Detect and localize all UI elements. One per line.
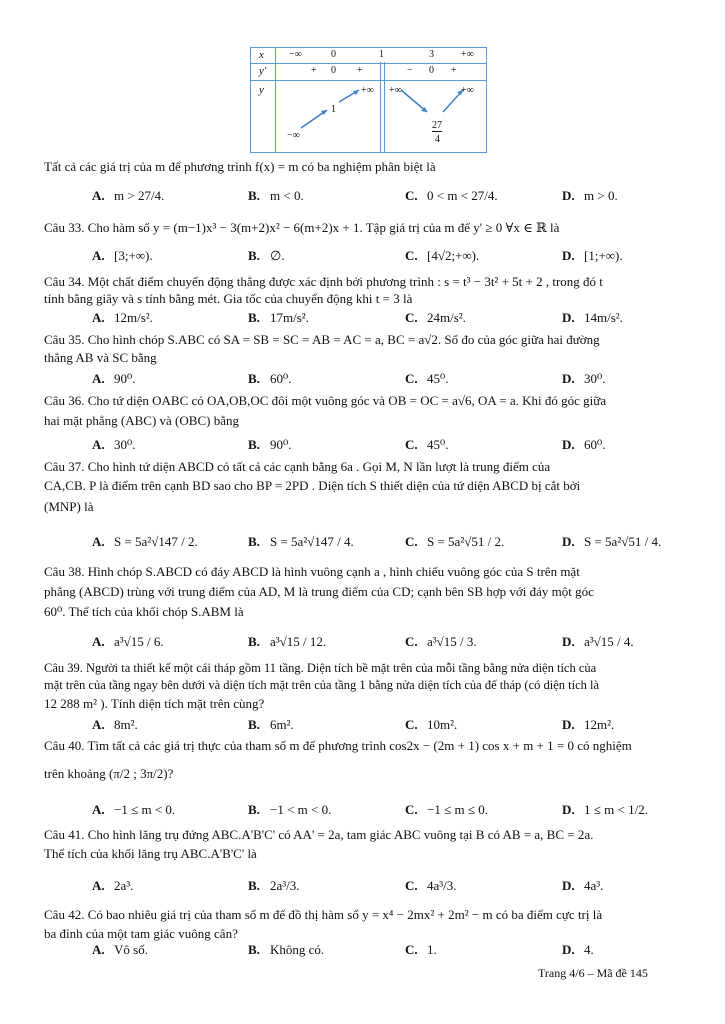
q39-option-b: B. 6m². <box>248 717 294 732</box>
question-40-stem-2: trên khoảng (π/2 ; 3π/2)? <box>44 766 174 781</box>
q38-option-b: B. a³√15 / 12. <box>248 634 327 649</box>
q33-option-d: D. [1;+∞). <box>562 248 623 263</box>
q34-option-a: A. 12m/s². <box>92 310 153 325</box>
q37-option-a: A. S = 5a²√147 / 2. <box>92 534 198 549</box>
q36-option-c: C. 45⁰. <box>405 437 449 452</box>
q37-option-d: D. S = 5a²√51 / 4. <box>562 534 662 549</box>
q35-option-a: A. 90⁰. <box>92 371 136 386</box>
q39-option-c: C. 10m². <box>405 717 458 732</box>
q34-option-d: D. 14m/s². <box>562 310 623 325</box>
q33-option-a: A. [3;+∞). <box>92 248 153 263</box>
question-35-stem-2: thẳng AB và SC bằng <box>44 350 157 365</box>
question-38-stem-2: phẳng (ABCD) trùng với trung điểm của AD, M là trung điểm của CD; cạnh bên SB hợp với đáy một góc <box>44 584 594 599</box>
question-37-stem-1: Câu 37. Cho hình tứ diện ABCD có tất cả các cạnh bằng 6a . Gọi M, N lần lượt là trung điểm của <box>44 459 551 474</box>
table-row-yprime: y' + 0 + − 0 + <box>251 63 486 81</box>
question-41-stem-2: Thể tích của khối lăng trụ ABC.A'B'C' là <box>44 846 257 861</box>
q41-option-b: B. 2a³/3. <box>248 878 300 893</box>
question-41-stem-1: Câu 41. Cho hình lăng trụ đứng ABC.A'B'C' có AA' = 2a, tam giác ABC vuông tại B có AB = a, BC = 2a. <box>44 827 594 842</box>
y-value-pos-inf-end: +∞ <box>461 85 474 96</box>
y-value-4: 4 <box>435 134 440 145</box>
q38-option-d: D. a³√15 / 4. <box>562 634 634 649</box>
q36-option-d: D. 60⁰. <box>562 437 606 452</box>
variation-table <box>250 47 487 153</box>
arrow-down <box>401 90 427 112</box>
q40-option-d: D. 1 ≤ m < 1/2. <box>562 802 648 817</box>
q36-option-b: B. 90⁰. <box>248 437 292 452</box>
question-36-stem-2: hai mặt phẳng (ABC) và (OBC) bằng <box>44 413 239 428</box>
q42-option-c: C. 1. <box>405 942 437 957</box>
y-value-pos-inf-right: +∞ <box>389 85 402 96</box>
q39-option-d: D. 12m². <box>562 717 615 732</box>
question-39-stem-1: Câu 39. Người ta thiết kế một cái tháp gồm 11 tầng. Diện tích bề mặt trên của mỗi tầng bằng nửa diện tích của <box>44 661 597 675</box>
q40-option-c: C. −1 ≤ m ≤ 0. <box>405 802 488 817</box>
question-40-stem-1: Câu 40. Tìm tất cả các giá trị thực của tham số m để phương trình cos2x − (2m + 1) cos x + m + 1 = 0 có nghiệm <box>44 738 632 753</box>
question-34-stem-1: Câu 34. Một chất điểm chuyển động thẳng được xác định bởi phương trình : s = t³ − 3t² + 5t + 2 , trong đó t <box>44 274 603 289</box>
q35-option-d: D. 30⁰. <box>562 371 606 386</box>
question-38-stem-3: 60⁰. Thể tích của khối chóp S.ABM là <box>44 604 244 619</box>
q41-option-a: A. 2a³. <box>92 878 134 893</box>
question-34-stem-2: tính bằng giây và s tính bằng mét. Gia tốc của chuyển động khi t = 3 là <box>44 291 413 306</box>
question-32-stem: Tất cả các giá trị của m để phương trình f(x) = m có ba nghiệm phân biệt là <box>44 159 436 174</box>
q40-option-a: A. −1 ≤ m < 0. <box>92 802 176 817</box>
q33-option-b: B. ∅. <box>248 248 285 263</box>
question-39-stem-3: 12 288 m² ). Tính diện tích mặt trên cùng? <box>44 696 265 711</box>
q38-option-a: A. a³√15 / 6. <box>92 634 164 649</box>
table-row-x: x −∞ 0 1 3 +∞ <box>251 48 486 64</box>
table-row-y-label: y <box>259 84 264 96</box>
q33-option-c: C. [4√2;+∞). <box>405 248 480 263</box>
y-value-1: 1 <box>331 104 336 115</box>
q42-option-b: B. Không có. <box>248 942 325 957</box>
question-37-stem-3: (MNP) là <box>44 499 94 514</box>
q32-option-c: C. 0 < m < 27/4. <box>405 188 498 203</box>
y-value-27: 27 <box>432 120 442 131</box>
q41-option-d: D. 4a³. <box>562 878 604 893</box>
question-42-stem-2: ba đỉnh của một tam giác vuông cân? <box>44 926 238 941</box>
q42-option-a: A. Vô số. <box>92 942 148 957</box>
y-value-pos-inf-left: +∞ <box>361 85 374 96</box>
q40-option-b: B. −1 < m < 0. <box>248 802 332 817</box>
question-39-stem-2: mặt trên của tầng ngay bên dưới và diện tích mặt trên của tầng 1 bằng nửa diện tích của đế tháp (có diện tích là <box>44 678 600 692</box>
page-footer: Trang 4/6 – Mã đề 145 <box>538 966 648 980</box>
question-36-stem-1: Câu 36. Cho tứ diện OABC có OA,OB,OC đôi một vuông góc và OB = OC = a√6, OA = a. Khi đó góc giữa <box>44 393 607 408</box>
question-33-stem: Câu 33. Cho hàm số y = (m−1)x³ − 3(m+2)x² − 6(m+2)x + 1. Tập giá trị của m để y' ≥ 0 ∀x ∈ ℝ là <box>44 220 560 235</box>
q34-option-c: C. 24m/s². <box>405 310 466 325</box>
q35-option-b: B. 60⁰. <box>248 371 292 386</box>
question-42-stem-1: Câu 42. Có bao nhiêu giá trị của tham số m để đồ thị hàm số y = x⁴ − 2mx² + 2m² − m có ba điểm cực trị là <box>44 907 603 922</box>
q34-option-b: B. 17m/s². <box>248 310 309 325</box>
q42-option-d: D. 4. <box>562 942 594 957</box>
q32-option-b: B. m < 0. <box>248 188 304 203</box>
y-value-neg-inf: −∞ <box>287 130 300 141</box>
q32-option-a: A. m > 27/4. <box>92 188 165 203</box>
question-35-stem-1: Câu 35. Cho hình chóp S.ABC có SA = SB = SC = AB = AC = a, BC = a√2. Số đo của góc giữa hai đường <box>44 332 600 347</box>
q32-option-d: D. m > 0. <box>562 188 618 203</box>
q37-option-c: C. S = 5a²√51 / 2. <box>405 534 505 549</box>
q38-option-c: C. a³√15 / 3. <box>405 634 477 649</box>
question-37-stem-2: CA,CB. P là điểm trên cạnh BD sao cho BP = 2PD . Diện tích S thiết diện của tứ diện ABCD bị cắt bởi <box>44 478 581 493</box>
q37-option-b: B. S = 5a²√147 / 4. <box>248 534 354 549</box>
question-38-stem-1: Câu 38. Hình chóp S.ABCD có đáy ABCD là hình vuông cạnh a , hình chiếu vuông góc của S trên mặt <box>44 564 580 579</box>
q41-option-c: C. 4a³/3. <box>405 878 457 893</box>
q36-option-a: A. 30⁰. <box>92 437 136 452</box>
q39-option-a: A. 8m². <box>92 717 138 732</box>
q35-option-c: C. 45⁰. <box>405 371 449 386</box>
